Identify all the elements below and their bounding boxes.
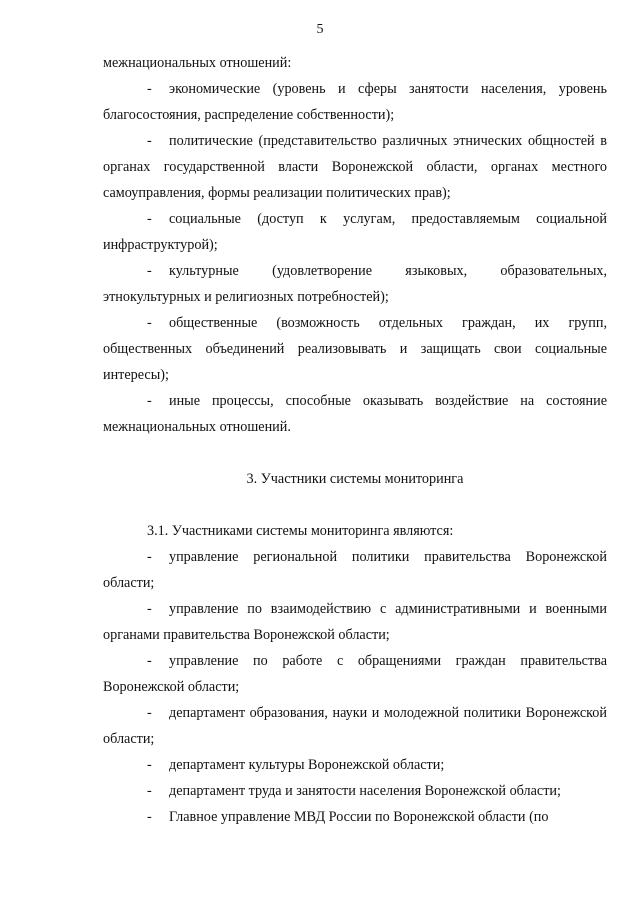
participant-item — [103, 804, 607, 830]
intro-line: межнациональных отношений: — [103, 55, 292, 71]
list-item-text: департамент культуры Воронежской области; — [169, 757, 445, 773]
list-item-text: управление по работе с обращениями граждан правительства Воронежской области; — [103, 653, 607, 695]
list-item-text: Главное управление МВД России по Воронежской области (по — [169, 809, 549, 825]
list-item-text: департамент труда и занятости населения Воронежской области; — [169, 783, 561, 799]
spacer — [103, 440, 607, 466]
list-dash: - — [147, 601, 152, 617]
list-dash: - — [147, 133, 152, 149]
list-item-public — [103, 310, 607, 388]
list-dash: - — [147, 211, 152, 227]
list-item-economic — [103, 76, 607, 128]
list-item-text: управление региональной политики правительства Воронежской области; — [103, 549, 607, 591]
list-dash: - — [147, 757, 152, 773]
list-dash: - — [147, 315, 152, 331]
list-dash: - — [147, 393, 152, 409]
list-item-cultural — [103, 258, 607, 310]
list-item-text: культурные (удовлетворение языковых, образовательных, этнокультурных и религиозных потребностей); — [103, 263, 607, 305]
list-item-text: политические (представительство различных этнических общностей в органах государственной власти Воронежской области, органах местного самоуправления, формы реализации политических прав); — [103, 133, 607, 201]
participant-item — [103, 648, 607, 700]
list-item-text: общественные (возможность отдельных граждан, их групп, общественных объединений реализовывать и защищать свои социальные интересы); — [103, 315, 607, 383]
list-dash: - — [147, 809, 152, 825]
list-item-political — [103, 128, 607, 206]
list-item-text: экономические (уровень и сферы занятости населения, уровень благосостояния, распределение собственности); — [103, 81, 607, 123]
list-item-other — [103, 388, 607, 440]
list-item-text: управление по взаимодействию с административными и военными органами правительства Воронежской области; — [103, 601, 607, 643]
participant-item — [103, 752, 607, 778]
list-dash: - — [147, 783, 152, 799]
list-item-text: департамент образования, науки и молодежной политики Воронежской области; — [103, 705, 607, 747]
section-title: 3. Участники системы мониторинга — [246, 471, 464, 487]
list-item-social — [103, 206, 607, 258]
clause-3-1: 3.1. Участниками системы мониторинга являются: — [147, 523, 454, 539]
participant-item — [103, 596, 607, 648]
list-dash: - — [147, 263, 152, 279]
list-dash: - — [147, 81, 152, 97]
spacer — [103, 492, 607, 518]
page-number: 5 — [316, 22, 324, 37]
list-dash: - — [147, 705, 152, 721]
list-dash: - — [147, 653, 152, 669]
list-item-text: иные процессы, способные оказывать воздействие на состояние межнациональных отношений. — [103, 393, 607, 435]
document-body — [103, 50, 607, 830]
participant-item — [103, 700, 607, 752]
participant-item — [103, 544, 607, 596]
participant-item — [103, 778, 607, 804]
list-dash: - — [147, 549, 152, 565]
list-item-text: социальные (доступ к услугам, предоставляемым социальной инфраструктурой); — [103, 211, 607, 253]
